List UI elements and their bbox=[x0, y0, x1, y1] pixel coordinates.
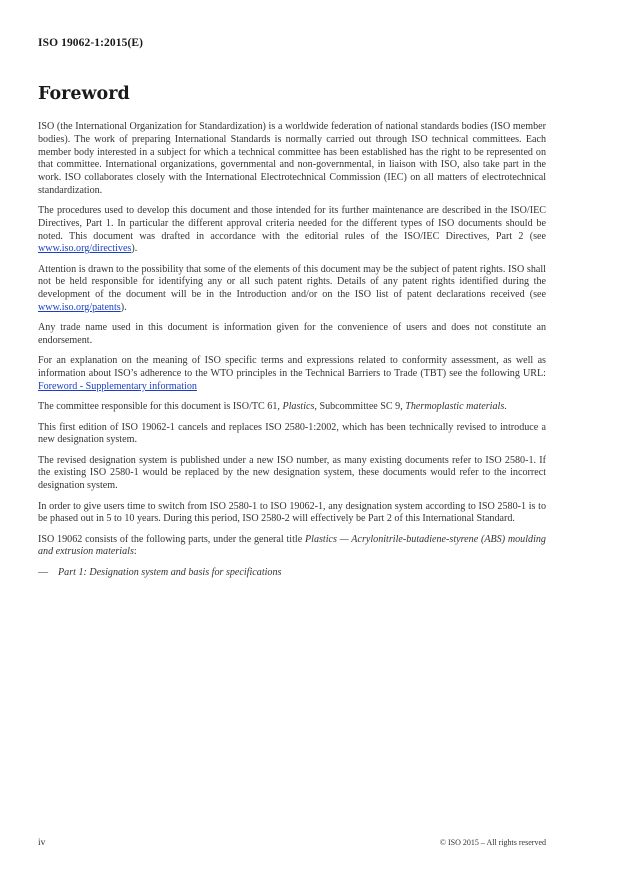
paragraph-revised-system: The revised designation system is published under a new ISO number, as many existing documents refer to ISO 2580-1. If the existing ISO 2580-1 would be replaced by the new designation system, these documents would refer to the incorrect designation system. bbox=[38, 454, 546, 492]
committee-text-a: The committee responsible for this document is ISO/TC 61, bbox=[38, 401, 283, 413]
paragraph-patents bbox=[38, 264, 546, 315]
committee-name: Plastics bbox=[282, 401, 315, 413]
paragraph-conformity-text: For an explanation on the meaning of ISO specific terms and expressions related to conformity assessment, as well as information about ISO’s adherence to the WTO principles in the Technical Barriers to Trade (TBT) see the following URL: bbox=[38, 355, 546, 380]
paragraph-conformity bbox=[38, 355, 546, 393]
list-item-text: Part 1: Designation system and basis for specifications bbox=[58, 566, 282, 578]
copyright-notice: © ISO 2015 – All rights reserved bbox=[439, 838, 546, 847]
document-identifier: ISO 19062-1:2015(E) bbox=[38, 37, 144, 49]
paragraph-patents-end: ). bbox=[120, 301, 127, 313]
paragraph-trade-name: Any trade name used in this document is information given for the convenience of users and does not constitute an endorsement. bbox=[38, 322, 546, 347]
page-footer bbox=[38, 838, 546, 848]
parts-text-a: ISO 19062 consists of the following parts, under the general title bbox=[38, 533, 305, 545]
list-dash: — bbox=[38, 566, 49, 578]
parts-text-c: : bbox=[133, 546, 137, 558]
paragraph-parts bbox=[38, 534, 546, 560]
list-item bbox=[38, 567, 546, 580]
page-title: Foreword bbox=[38, 84, 130, 104]
subcommittee-name: Thermoplastic materials bbox=[405, 401, 505, 413]
paragraph-committee bbox=[38, 401, 546, 414]
paragraph-edition: This first edition of ISO 19062-1 cancels and replaces ISO 2580-1:2002, which has been technically revised to introduce a new designation system. bbox=[38, 421, 546, 446]
parts-general-title: Plastics — Acrylonitrile-butadiene-styrene (ABS) moulding and extrusion materials bbox=[38, 533, 546, 558]
foreword-body bbox=[38, 121, 546, 579]
paragraph-procedures bbox=[38, 205, 546, 256]
committee-text-e: . bbox=[504, 401, 507, 413]
paragraph-procedures-text: The procedures used to develop this document and those intended for its further maintenance are described in the ISO/IEC Directives, Part 1. In particular the different approval criteria needed for the different types of ISO documents should be noted. This document was drafted in accordance with the editorial rules of the ISO/IEC Directives, Part 2 (see bbox=[38, 205, 546, 242]
link-patents[interactable]: www.iso.org/patents bbox=[38, 301, 121, 313]
paragraph-iso-intro: ISO (the International Organization for Standardization) is a worldwide federation of national standards bodies (ISO member bodies). The work of preparing International Standards is normally carried out through ISO technical committees. Each member body interested in a subject for which a technical committee has been established has the right to be represented on that committee. International organizations, governmental and non-governmental, in liaison with ISO, also take part in the work. ISO collaborates closely with the International Electrotechnical Commission (IEC) on all matters of electrotechnical standardization. bbox=[38, 121, 546, 196]
paragraph-patents-text: Attention is drawn to the possibility that some of the elements of this document may be the subject of patent rights. ISO shall not be held responsible for identifying any or all such patent rights. Details of any patent rights identified during the development of the document will be in the Introduction and/or on the ISO list of patent declarations received (see bbox=[38, 263, 546, 301]
committee-text-c: , Subcommittee SC 9, bbox=[314, 401, 406, 413]
paragraph-transition: In order to give users time to switch from ISO 2580-1 to ISO 19062-1, any designation system according to ISO 2580-1 is to be phased out in 5 to 10 years. During this period, ISO 2580-2 will effectively be Part 2 of this International Standard. bbox=[38, 500, 546, 525]
link-directives[interactable]: www.iso.org/directives bbox=[38, 243, 132, 255]
page-number: iv bbox=[38, 838, 46, 848]
paragraph-procedures-end: ). bbox=[131, 243, 138, 255]
link-supplementary-info[interactable]: Foreword - Supplementary information bbox=[38, 380, 197, 392]
